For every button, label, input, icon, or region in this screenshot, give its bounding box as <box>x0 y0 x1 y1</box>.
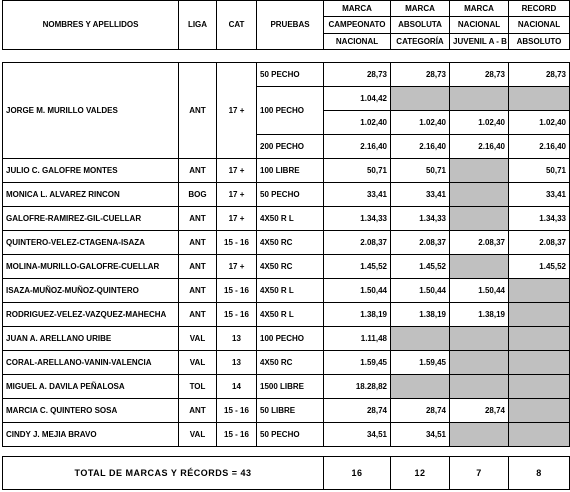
row-m4: 2.08,37 <box>509 231 570 255</box>
row-name: RODRIGUEZ-VELEZ-VAZQUEZ-MAHECHA <box>3 303 179 327</box>
row-m3: 1.38,19 <box>450 303 509 327</box>
row-name: MIGUEL A. DAVILA PEÑALOSA <box>3 375 179 399</box>
table-row <box>3 231 570 255</box>
row-m2: 34,51 <box>391 423 450 447</box>
row-m4-empty <box>509 423 570 447</box>
row-m2: 1.38,19 <box>391 303 450 327</box>
row-cat: 17 + <box>217 159 257 183</box>
row-prueba: 50 PECHO <box>257 63 324 87</box>
row-cat: 17 + <box>217 183 257 207</box>
row-name: MARCIA C. QUINTERO SOSA <box>3 399 179 423</box>
row-name: MONICA L. ALVAREZ RINCON <box>3 183 179 207</box>
row-liga: ANT <box>179 159 217 183</box>
row-m4: 1.45,52 <box>509 255 570 279</box>
row-m3-empty <box>450 255 509 279</box>
row-cat: 17 + <box>217 207 257 231</box>
row-m1: 1.50,44 <box>324 279 391 303</box>
row-name: QUINTERO-VELEZ-CTAGENA-ISAZA <box>3 231 179 255</box>
header-table <box>2 0 570 50</box>
row-m4-empty <box>509 351 570 375</box>
table-row <box>3 351 570 375</box>
row-prueba: 4X50 R L <box>257 279 324 303</box>
row-m2: 1.34,33 <box>391 207 450 231</box>
header-col3-line2: NACIONAL <box>450 17 509 34</box>
row-m2: 1.50,44 <box>391 279 450 303</box>
header-col1-line3: NACIONAL <box>324 34 391 50</box>
total-label: TOTAL DE MARCAS Y RÉCORDS = 43 <box>3 457 324 490</box>
row-prueba: 1500 LIBRE <box>257 375 324 399</box>
row-cat: 15 - 16 <box>217 423 257 447</box>
row-m3-empty <box>450 159 509 183</box>
header-liga: LIGA <box>179 1 217 50</box>
row-m2: 2.16,40 <box>391 135 450 159</box>
header-col4-line2: NACIONAL <box>509 17 570 34</box>
row-cat: 15 - 16 <box>217 279 257 303</box>
table-row <box>3 375 570 399</box>
row-cat: 15 - 16 <box>217 399 257 423</box>
row-prueba: 100 PECHO <box>257 87 324 135</box>
row-prueba: 50 PECHO <box>257 183 324 207</box>
row-m3-empty <box>450 327 509 351</box>
header-col4-line1: RECORD <box>509 1 570 17</box>
row-m2-empty <box>391 327 450 351</box>
header-name: NOMBRES Y APELLIDOS <box>3 1 179 50</box>
row-m3-empty <box>450 87 509 111</box>
table-row <box>3 255 570 279</box>
row-prueba: 4X50 RC <box>257 255 324 279</box>
header-pruebas: PRUEBAS <box>257 1 324 50</box>
row-m1: 1.11,48 <box>324 327 391 351</box>
header-col2-line1: MARCA <box>391 1 450 17</box>
row-m3-empty <box>450 183 509 207</box>
row-m4-empty <box>509 279 570 303</box>
row-m4: 50,71 <box>509 159 570 183</box>
row-cat: 14 <box>217 375 257 399</box>
row-m2: 1.02,40 <box>391 111 450 135</box>
row-name: CINDY J. MEJIA BRAVO <box>3 423 179 447</box>
row-m1: 1.38,19 <box>324 303 391 327</box>
row-m4: 2.16,40 <box>509 135 570 159</box>
row-cat: 17 + <box>217 63 257 159</box>
row-name: ISAZA-MUÑOZ-MUÑOZ-QUINTERO <box>3 279 179 303</box>
row-m2: 50,71 <box>391 159 450 183</box>
row-prueba: 4X50 R L <box>257 303 324 327</box>
row-m1: 28,74 <box>324 399 391 423</box>
row-liga: ANT <box>179 231 217 255</box>
row-liga: ANT <box>179 303 217 327</box>
row-m4: 28,73 <box>509 63 570 87</box>
row-m2: 1.45,52 <box>391 255 450 279</box>
row-m4-empty <box>509 303 570 327</box>
row-m4: 1.34,33 <box>509 207 570 231</box>
row-m1: 2.16,40 <box>324 135 391 159</box>
table-row <box>3 327 570 351</box>
row-m2: 33,41 <box>391 183 450 207</box>
row-m1: 1.34,33 <box>324 207 391 231</box>
row-m1: 1.04,42 <box>324 87 391 111</box>
row-m4-empty <box>509 399 570 423</box>
row-m2-empty <box>391 87 450 111</box>
header-col3-line1: MARCA <box>450 1 509 17</box>
header-col1-line2: CAMPEONATO <box>324 17 391 34</box>
row-liga: VAL <box>179 351 217 375</box>
header-col2-line2: ABSOLUTA <box>391 17 450 34</box>
row-name: JORGE M. MURILLO VALDES <box>3 63 179 159</box>
table-row <box>3 159 570 183</box>
row-prueba: 100 LIBRE <box>257 159 324 183</box>
row-liga: ANT <box>179 255 217 279</box>
row-m3-empty <box>450 375 509 399</box>
row-name: GALOFRE-RAMIREZ-GIL-CUELLAR <box>3 207 179 231</box>
row-m1: 2.08,37 <box>324 231 391 255</box>
records-table <box>2 62 570 447</box>
header-col2-line3: CATEGORÍA <box>391 34 450 50</box>
row-m2: 28,73 <box>391 63 450 87</box>
row-m3-empty <box>450 423 509 447</box>
row-name: CORAL-ARELLANO-VANIN-VALENCIA <box>3 351 179 375</box>
header-col4-line3: ABSOLUTO <box>509 34 570 50</box>
total-col3: 7 <box>450 457 509 490</box>
table-row <box>3 63 570 87</box>
row-prueba: 100 PECHO <box>257 327 324 351</box>
row-name: JULIO C. GALOFRE MONTES <box>3 159 179 183</box>
row-cat: 17 + <box>217 255 257 279</box>
row-liga: VAL <box>179 423 217 447</box>
total-col2: 12 <box>391 457 450 490</box>
row-cat: 13 <box>217 351 257 375</box>
row-name: MOLINA-MURILLO-GALOFRE-CUELLAR <box>3 255 179 279</box>
header-col3-line3: JUVENIL A - B <box>450 34 509 50</box>
row-cat: 15 - 16 <box>217 303 257 327</box>
row-m2: 2.08,37 <box>391 231 450 255</box>
row-cat: 13 <box>217 327 257 351</box>
row-m1: 50,71 <box>324 159 391 183</box>
row-liga: TOL <box>179 375 217 399</box>
row-m4: 1.02,40 <box>509 111 570 135</box>
row-prueba: 50 LIBRE <box>257 399 324 423</box>
table-row <box>3 303 570 327</box>
row-m3: 28,73 <box>450 63 509 87</box>
total-col1: 16 <box>324 457 391 490</box>
row-prueba: 4X50 RC <box>257 231 324 255</box>
row-m2: 1.59,45 <box>391 351 450 375</box>
header-col1-line1: MARCA <box>324 1 391 17</box>
row-name: JUAN A. ARELLANO URIBE <box>3 327 179 351</box>
row-liga: VAL <box>179 327 217 351</box>
table-row <box>3 279 570 303</box>
row-m3: 1.02,40 <box>450 111 509 135</box>
row-m1: 28,73 <box>324 63 391 87</box>
row-m3: 2.08,37 <box>450 231 509 255</box>
row-cat: 15 - 16 <box>217 231 257 255</box>
row-m4-empty <box>509 375 570 399</box>
row-m1: 33,41 <box>324 183 391 207</box>
row-liga: BOG <box>179 183 217 207</box>
table-row <box>3 183 570 207</box>
row-liga: ANT <box>179 399 217 423</box>
row-m1: 1.02,40 <box>324 111 391 135</box>
row-m1: 18.28,82 <box>324 375 391 399</box>
header-cat: CAT <box>217 1 257 50</box>
row-m3: 2.16,40 <box>450 135 509 159</box>
row-m3: 28,74 <box>450 399 509 423</box>
row-prueba: 4X50 RC <box>257 351 324 375</box>
row-liga: ANT <box>179 207 217 231</box>
total-table <box>2 456 570 490</box>
row-m1: 1.45,52 <box>324 255 391 279</box>
table-row <box>3 207 570 231</box>
row-liga: ANT <box>179 63 217 159</box>
row-m3: 1.50,44 <box>450 279 509 303</box>
row-m3-empty <box>450 207 509 231</box>
table-row <box>3 423 570 447</box>
row-prueba: 4X50 R L <box>257 207 324 231</box>
total-col4: 8 <box>509 457 570 490</box>
row-m3-empty <box>450 351 509 375</box>
row-m4-empty <box>509 87 570 111</box>
row-prueba: 50 PECHO <box>257 423 324 447</box>
table-row <box>3 399 570 423</box>
row-m1: 1.59,45 <box>324 351 391 375</box>
row-liga: ANT <box>179 279 217 303</box>
row-m4-empty <box>509 327 570 351</box>
row-m4: 33,41 <box>509 183 570 207</box>
row-m1: 34,51 <box>324 423 391 447</box>
row-prueba: 200 PECHO <box>257 135 324 159</box>
row-m2-empty <box>391 375 450 399</box>
row-m2: 28,74 <box>391 399 450 423</box>
